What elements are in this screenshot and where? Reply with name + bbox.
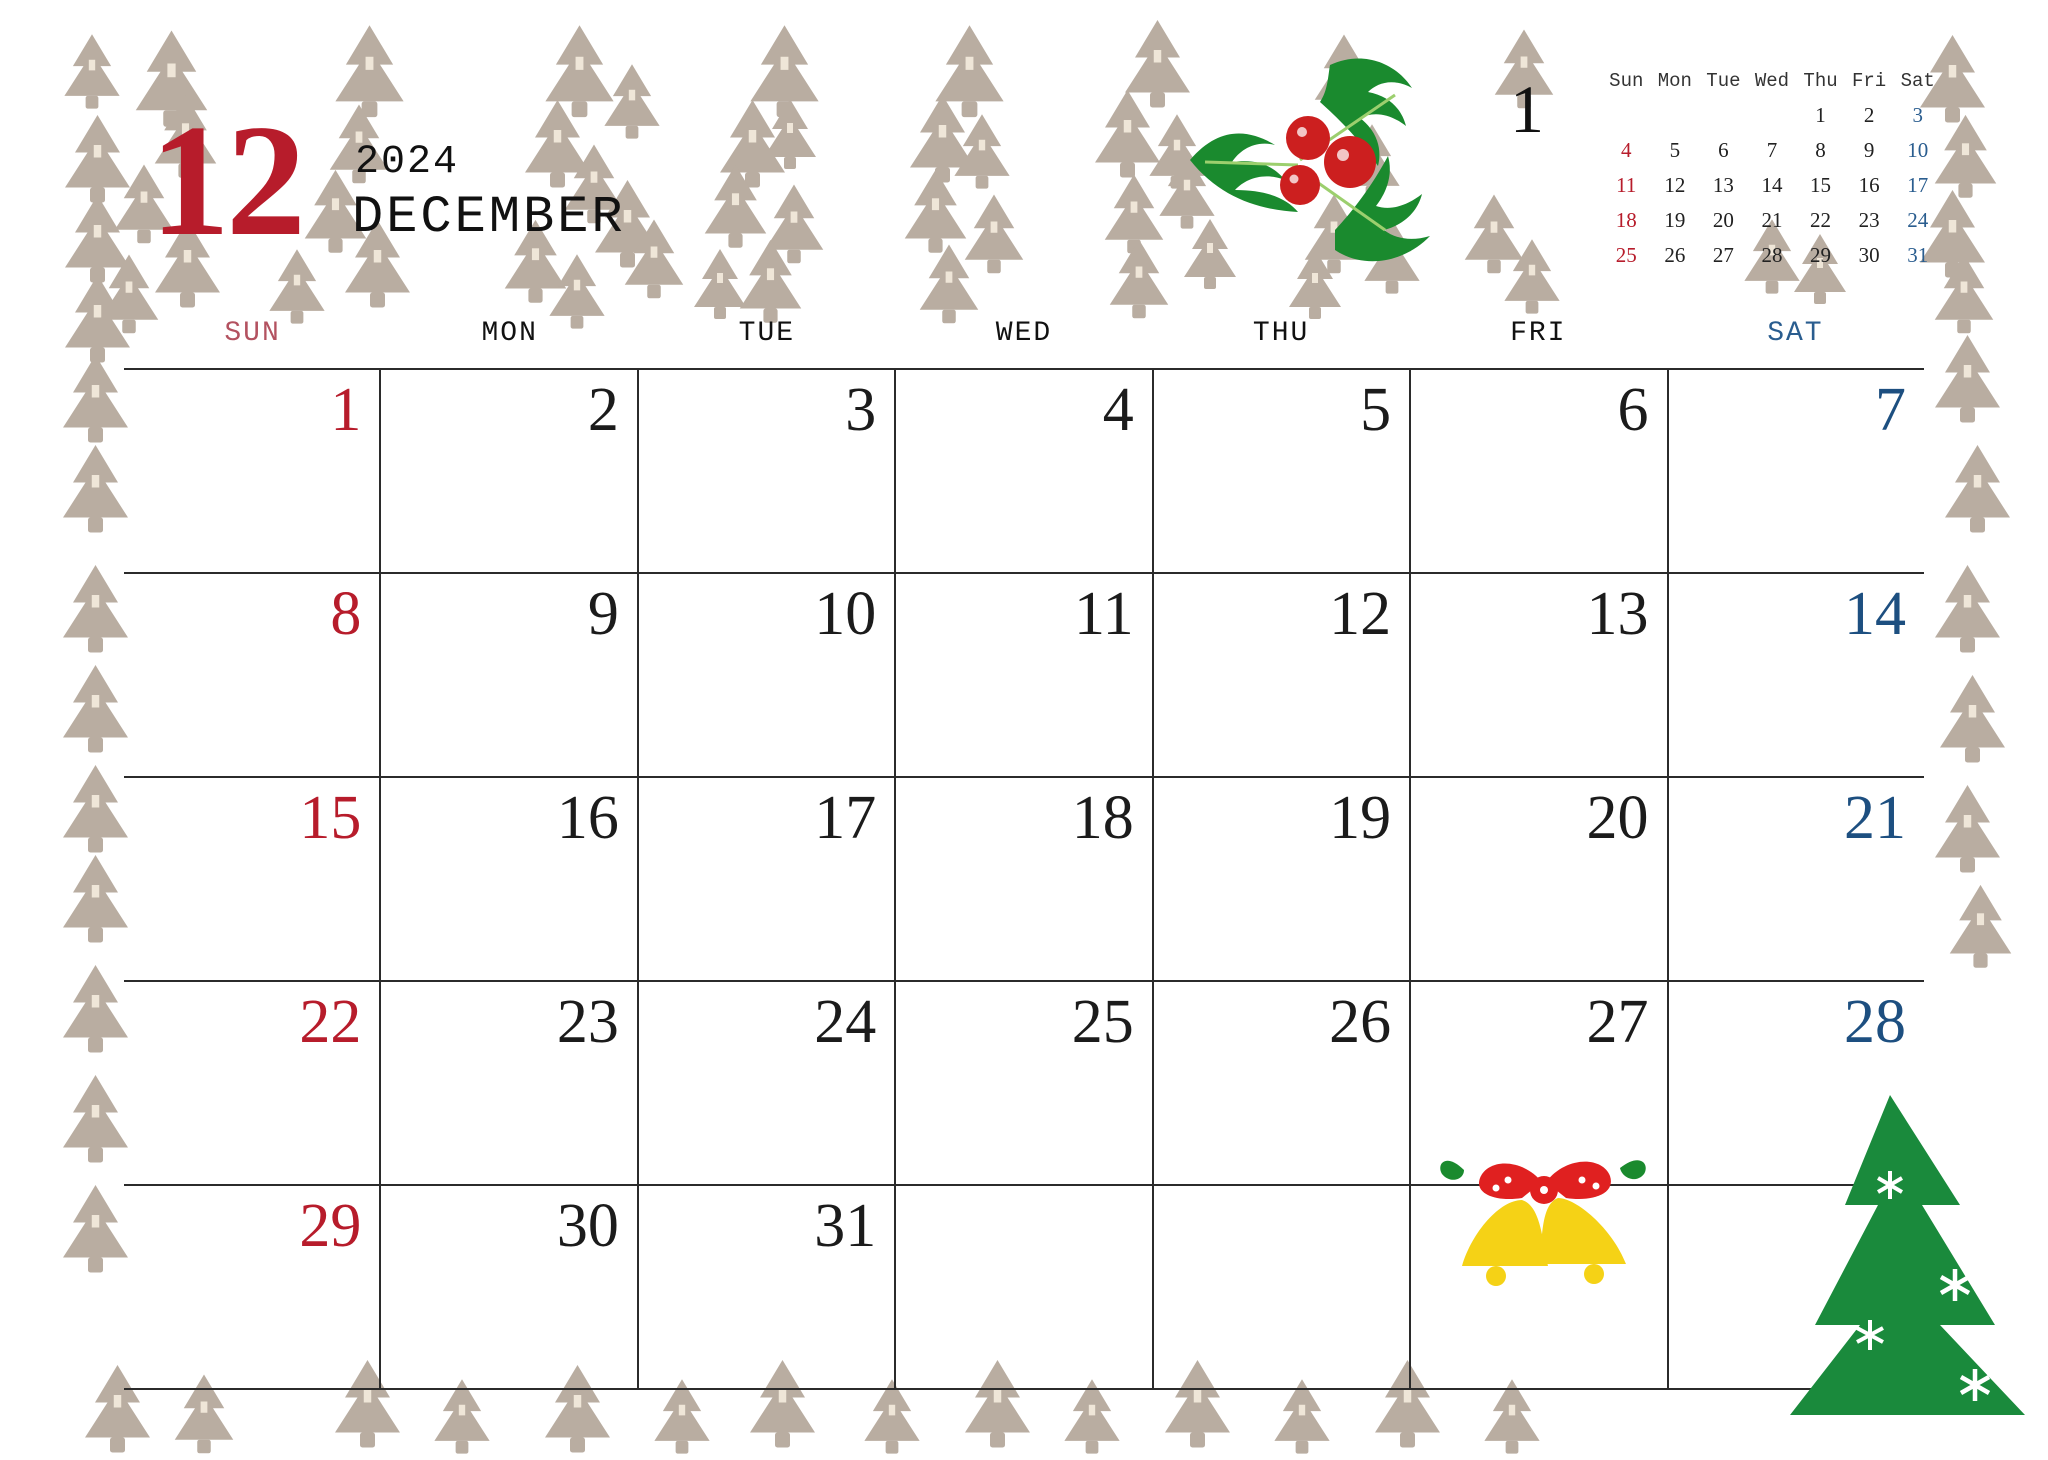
tree-icon: [1930, 780, 2005, 880]
day-number: 25: [1071, 988, 1134, 1056]
mini-weekday-wed: Wed: [1754, 70, 1790, 92]
weekday-tue: TUE: [738, 318, 796, 349]
day-number: 12: [1329, 580, 1392, 648]
month-name-label: DECEMBER: [352, 188, 626, 247]
calendar-week-row: [124, 574, 1924, 778]
calendar-day-cell[interactable]: [896, 1186, 1153, 1388]
mini-calendar-week-row: [1602, 238, 1942, 273]
calendar-day-cell[interactable]: [1154, 1186, 1411, 1388]
mini-calendar-day: 25: [1615, 243, 1637, 267]
mini-calendar: [1602, 68, 1942, 273]
mini-calendar-day: 11: [1616, 173, 1637, 197]
holly-icon: [1180, 40, 1460, 290]
mini-calendar-day: 6: [1718, 138, 1729, 162]
mini-calendar-day: 15: [1810, 173, 1832, 197]
mini-weekday-tue: Tue: [1706, 70, 1741, 92]
calendar-day-cell[interactable]: [896, 982, 1153, 1184]
day-number: 6: [1617, 376, 1649, 444]
mini-weekday-sat: Sat: [1900, 70, 1935, 92]
tree-icon: [58, 440, 133, 540]
calendar-day-cell[interactable]: [1154, 574, 1411, 776]
mini-weekday-fri: Fri: [1851, 70, 1887, 92]
tree-icon: [58, 660, 133, 760]
day-number: 7: [1874, 376, 1906, 444]
calendar-day-cell[interactable]: [639, 778, 896, 980]
day-number: 28: [1843, 988, 1906, 1056]
mini-calendar-day: [1602, 98, 1651, 133]
mini-calendar-week-row: [1602, 168, 1942, 203]
day-number: 3: [845, 376, 877, 444]
calendar-day-cell[interactable]: [896, 370, 1153, 572]
day-number: 31: [814, 1192, 877, 1260]
christmas-bells-icon: [1430, 1140, 1660, 1310]
day-number: 17: [814, 784, 877, 852]
mini-calendar-day: 4: [1621, 138, 1632, 162]
day-number: 22: [299, 988, 362, 1056]
mini-calendar-day: 10: [1907, 138, 1929, 162]
tree-icon: [1930, 560, 2005, 660]
mini-calendar-day: 13: [1712, 173, 1734, 197]
mini-calendar-day: 24: [1907, 208, 1929, 232]
mini-weekday-sun: Sun: [1609, 70, 1644, 92]
calendar-day-cell[interactable]: [124, 1186, 381, 1388]
year-label: 2024: [355, 140, 460, 185]
calendar-day-cell[interactable]: [381, 574, 638, 776]
calendar-day-cell[interactable]: [124, 778, 381, 980]
mini-calendar-day: 7: [1766, 138, 1778, 162]
mini-calendar-day: 14: [1761, 173, 1783, 197]
mini-calendar-day: 23: [1858, 208, 1880, 232]
mini-calendar-day: 1: [1815, 103, 1826, 127]
day-number: 30: [556, 1192, 619, 1260]
calendar-day-cell[interactable]: [639, 982, 896, 1184]
weekday-sat: SAT: [1767, 318, 1824, 349]
calendar-day-cell[interactable]: [1154, 370, 1411, 572]
day-number: 8: [330, 580, 362, 648]
calendar-day-cell[interactable]: [1154, 982, 1411, 1184]
calendar-day-cell[interactable]: [124, 370, 381, 572]
day-number: 23: [556, 988, 619, 1056]
calendar-day-cell[interactable]: [1669, 574, 1924, 776]
weekday-thu: THU: [1252, 318, 1310, 349]
day-number: 21: [1843, 784, 1906, 852]
mini-calendar-day: 18: [1615, 208, 1637, 232]
tree-icon: [58, 1180, 133, 1280]
day-number: 20: [1586, 784, 1649, 852]
weekday-sun: SUN: [224, 318, 281, 349]
calendar-day-cell[interactable]: [1154, 778, 1411, 980]
mini-calendar-day: [1699, 98, 1748, 133]
mini-weekday-mon: Mon: [1657, 70, 1692, 92]
mini-calendar-day: 28: [1761, 243, 1783, 267]
tree-icon: [58, 1070, 133, 1170]
calendar-day-cell[interactable]: [124, 982, 381, 1184]
mini-calendar-day: 29: [1810, 243, 1832, 267]
tree-icon: [1940, 440, 2015, 540]
mini-calendar-week-row: [1602, 203, 1942, 238]
calendar-day-cell[interactable]: [896, 574, 1153, 776]
mini-calendar-day: 31: [1907, 243, 1929, 267]
tree-icon: [58, 560, 133, 660]
calendar-week-row: [124, 778, 1924, 982]
mini-calendar-day: 26: [1664, 243, 1686, 267]
day-number: 14: [1843, 580, 1906, 648]
calendar-day-cell[interactable]: [896, 778, 1153, 980]
mini-calendar-week-row: [1602, 133, 1942, 168]
day-number: 26: [1329, 988, 1392, 1056]
day-number: 4: [1102, 376, 1134, 444]
mini-calendar-day: [1651, 98, 1700, 133]
mini-calendar-weekday-row: [1602, 68, 1942, 98]
calendar-day-cell[interactable]: [124, 574, 381, 776]
calendar-day-cell[interactable]: [1411, 574, 1668, 776]
tree-icon: [1935, 670, 2010, 770]
mini-weekday-thu: Thu: [1803, 70, 1838, 92]
day-number: 2: [587, 376, 619, 444]
calendar-day-cell[interactable]: [381, 1186, 638, 1388]
calendar-day-cell[interactable]: [639, 574, 896, 776]
day-number: 19: [1329, 784, 1392, 852]
mini-calendar-day: 21: [1761, 208, 1783, 232]
mini-calendar-day: 17: [1907, 173, 1929, 197]
mini-calendar-day: 30: [1858, 243, 1880, 267]
mini-calendar-day: 22: [1810, 208, 1832, 232]
calendar-day-cell[interactable]: [639, 1186, 896, 1388]
mini-calendar-day: [1748, 98, 1797, 133]
day-number: 10: [814, 580, 877, 648]
calendar-day-cell[interactable]: [381, 370, 638, 572]
tree-icon: [58, 350, 133, 450]
tree-icon: [58, 960, 133, 1060]
calendar-day-cell[interactable]: [381, 982, 638, 1184]
calendar-day-cell[interactable]: [381, 778, 638, 980]
weekday-mon: MON: [481, 318, 538, 349]
mini-calendar-week-row: [1602, 98, 1942, 133]
calendar-day-cell[interactable]: [1669, 778, 1924, 980]
mini-calendar-day: 5: [1669, 138, 1681, 162]
mini-calendar-day: 2: [1863, 103, 1875, 127]
day-number: 15: [299, 784, 362, 852]
day-number: 29: [299, 1192, 362, 1260]
calendar-week-row: [124, 370, 1924, 574]
tree-icon: [1945, 880, 2016, 975]
mini-calendar-day: 3: [1912, 103, 1923, 127]
tree-icon: [58, 760, 133, 860]
tree-icon: [58, 850, 133, 950]
day-number: 11: [1073, 580, 1134, 648]
day-number: 18: [1071, 784, 1134, 852]
mini-calendar-day: 20: [1712, 208, 1734, 232]
month-number: 12: [150, 91, 302, 269]
calendar-day-cell[interactable]: [639, 370, 896, 572]
weekday-fri: FRI: [1510, 318, 1567, 349]
mini-calendar-day: 27: [1712, 243, 1734, 267]
mini-calendar-day: 16: [1858, 173, 1880, 197]
day-number: 27: [1586, 988, 1649, 1056]
day-number: 9: [587, 580, 619, 648]
day-number: 16: [556, 784, 619, 852]
weekday-header-row: [124, 318, 1924, 349]
calendar-day-cell[interactable]: [1411, 370, 1668, 572]
day-number: 1: [330, 376, 362, 444]
day-number: 24: [814, 988, 877, 1056]
day-number: 5: [1360, 376, 1392, 444]
christmas-tree-icon: [1790, 1085, 2040, 1415]
mini-calendar-day: 9: [1863, 138, 1875, 162]
mini-calendar-day: 19: [1664, 208, 1686, 232]
weekday-wed: WED: [995, 318, 1053, 349]
mini-calendar-day: 12: [1664, 173, 1686, 197]
calendar-day-cell[interactable]: [1669, 370, 1924, 572]
calendar-day-cell[interactable]: [1411, 778, 1668, 980]
next-month-number: 1: [1510, 71, 1544, 147]
day-number: 13: [1586, 580, 1649, 648]
mini-calendar-day: 8: [1815, 138, 1826, 162]
